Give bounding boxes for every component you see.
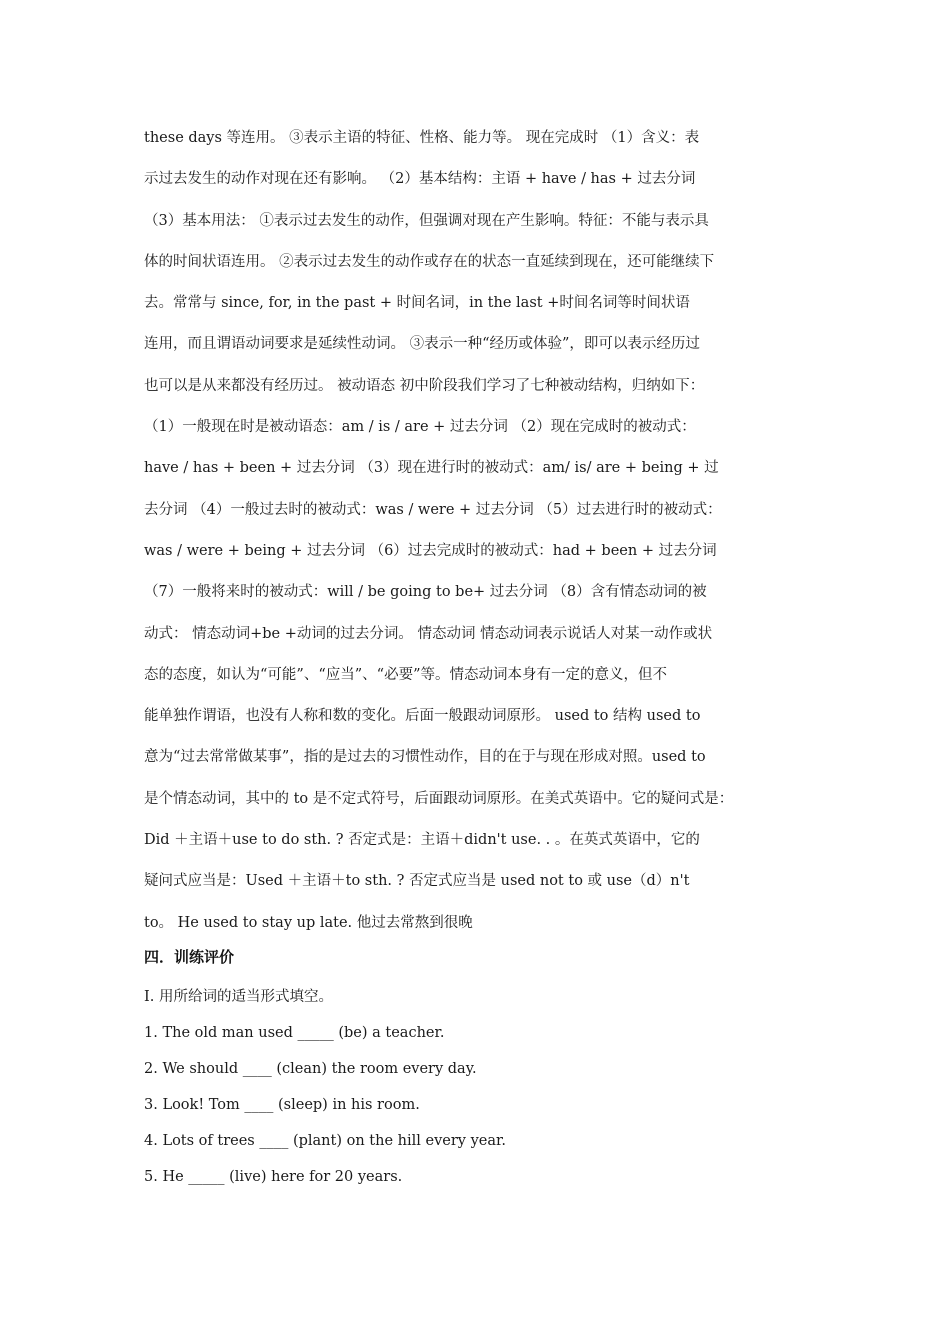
exercise-item: 1. The old man used _____ (be) a teacher. — [144, 1025, 445, 1041]
body-line: 示过去发生的动作对现在还有影响。 （2）基本结构：主语 + have / has + 过去分词 — [144, 171, 696, 188]
grammar-notes — [144, 118, 820, 944]
body-line: 去分词 （4）一般过去时的被动式：was / were + 过去分词 （5）过去进行时的被动式： — [144, 501, 722, 518]
body-line: （3）基本用法： ①表示过去发生的动作，但强调对现在产生影响。特征：不能与表示具 — [144, 212, 709, 229]
exercise-list — [144, 979, 820, 1195]
body-line: （1）一般现在时是被动语态：am / is / are + 过去分词 （2）现在完成时的被动式： — [144, 419, 696, 436]
body-line: 连用，而且谓语动词要求是延续性动词。 ③表示一种“经历或体验”，即可以表示经历过 — [144, 336, 700, 353]
exercise-instruction: I. 用所给词的适当形式填空。 — [144, 989, 333, 1005]
body-line: 体的时间状语连用。 ②表示过去发生的动作或存在的状态一直延续到现在，还可能继续下 — [144, 253, 715, 270]
body-line: Did ＋主语＋use to do sth. ? 否定式是：主语＋didn't use. . 。在英式英语中，它的 — [144, 832, 700, 849]
body-line: 态的态度，如认为“可能”、“应当”、“必要”等。情态动词本身有一定的意义，但不 — [144, 666, 667, 683]
body-line: 疑问式应当是：Used ＋主语＋to sth. ? 否定式应当是 used not to 或 use（d）n't — [144, 873, 690, 890]
body-line: （7）一般将来时的被动式：will / be going to be+ 过去分词 （8）含有情态动词的被 — [144, 584, 707, 601]
body-line: 也可以是从来都没有经历过。 被动语态 初中阶段我们学习了七种被动结构，归纳如下： — [144, 377, 705, 394]
exercise-item: 5. He _____ (live) here for 20 years. — [144, 1169, 403, 1185]
body-line: 意为“过去常常做某事”，指的是过去的习惯性动作，目的在于与现在形成对照。used to — [144, 749, 706, 766]
body-line: 是个情态动词，其中的 to 是不定式符号，后面跟动词原形。在美式英语中。它的疑问式是： — [144, 790, 734, 807]
body-line: 动式： 情态动词+be +动词的过去分词。 情态动词 情态动词表示说话人对某一动作或状 — [144, 625, 713, 642]
body-line: have / has + been + 过去分词 （3）现在进行时的被动式：am/ is/ are + being + 过 — [144, 460, 719, 477]
exercise-item: 4. Lots of trees ____ (plant) on the hill every year. — [144, 1133, 506, 1149]
body-line: was / were + being + 过去分词 （6）过去完成时的被动式：had + been + 过去分词 — [144, 542, 717, 559]
body-line: 去。常常与 since, for, in the past + 时间名词，in the last +时间名词等时间状语 — [144, 295, 690, 312]
exercise-item: 2. We should ____ (clean) the room every day. — [144, 1061, 477, 1077]
body-line: these days 等连用。 ③表示主语的特征、性格、能力等。 现在完成时 （1）含义：表 — [144, 130, 700, 146]
exercise-item: 3. Look! Tom ____ (sleep) in his room. — [144, 1097, 420, 1113]
body-line: to。 He used to stay up late. 他过去常熬到很晚 — [144, 914, 473, 931]
body-line: 能单独作谓语，也没有人称和数的变化。后面一般跟动词原形。 used to 结构 used to — [144, 708, 701, 725]
section-heading: 四．训练评价 — [144, 948, 235, 966]
